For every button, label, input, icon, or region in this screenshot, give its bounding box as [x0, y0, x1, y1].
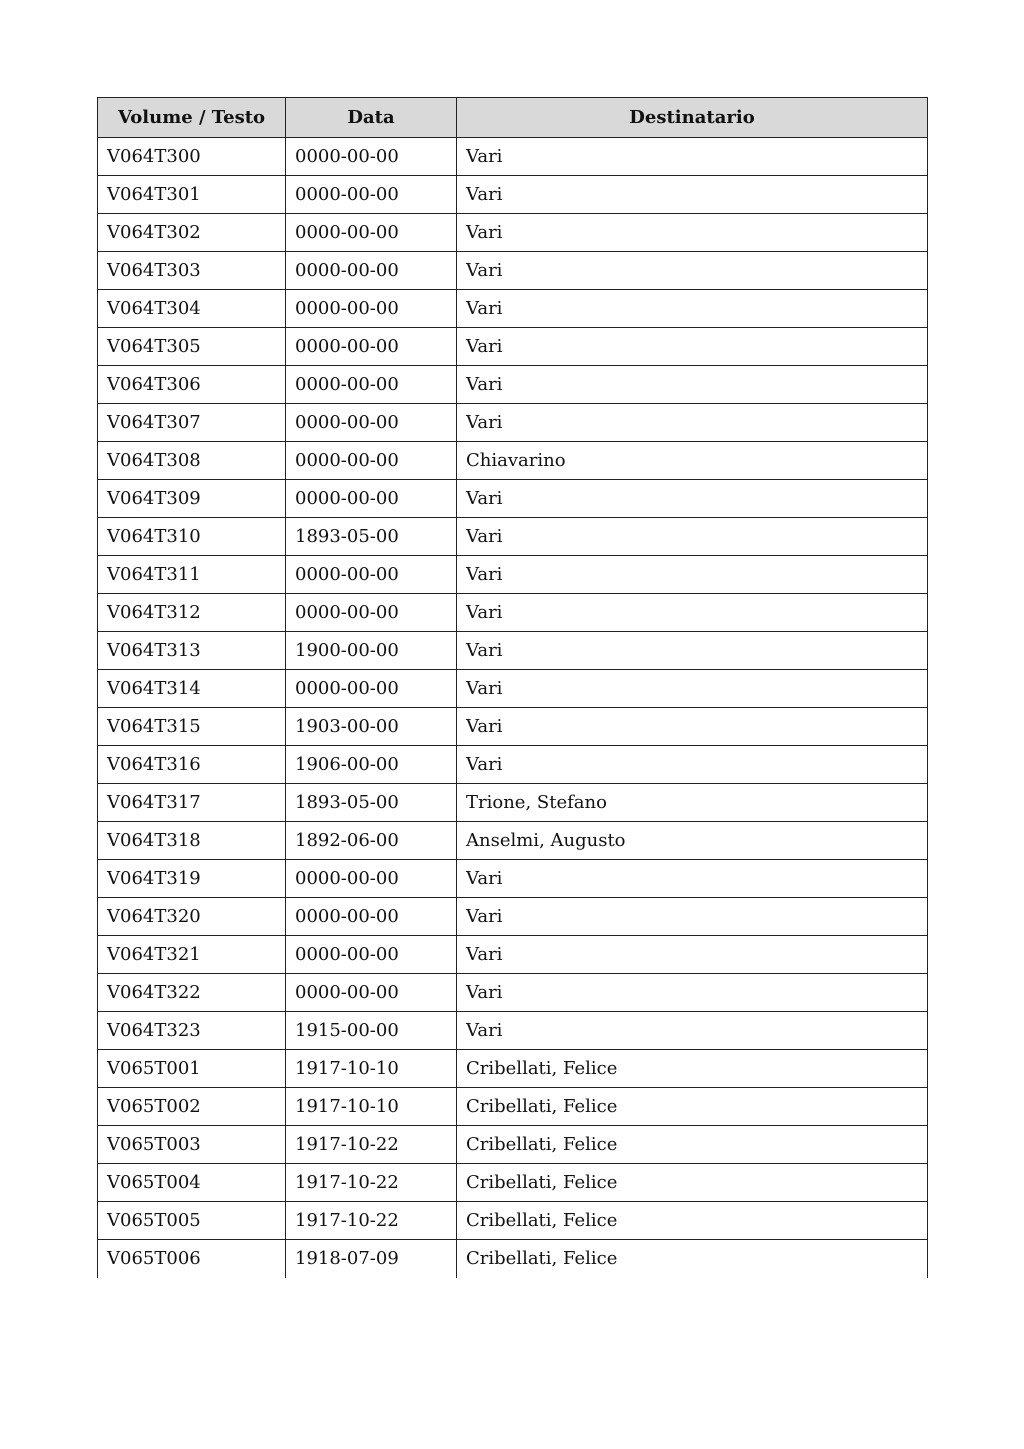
table-row	[98, 1088, 928, 1126]
cell-data: 0000-00-00	[286, 974, 457, 1012]
cell-volume-testo: V064T313	[98, 632, 286, 670]
cell-destinatario: Vari	[457, 328, 928, 366]
cell-destinatario: Cribellati, Felice	[457, 1164, 928, 1202]
cell-data: 1915-00-00	[286, 1012, 457, 1050]
cell-volume-testo: V064T308	[98, 442, 286, 480]
table-row	[98, 670, 928, 708]
cell-data: 0000-00-00	[286, 898, 457, 936]
cell-volume-testo: V064T312	[98, 594, 286, 632]
header-row	[98, 98, 928, 138]
cell-destinatario: Vari	[457, 138, 928, 176]
cell-volume-testo: V064T318	[98, 822, 286, 860]
cell-data: 1906-00-00	[286, 746, 457, 784]
cell-volume-testo: V064T307	[98, 404, 286, 442]
cell-volume-testo: V064T320	[98, 898, 286, 936]
table-row	[98, 290, 928, 328]
column-header-destinatario: Destinatario	[457, 98, 928, 138]
cell-destinatario: Vari	[457, 708, 928, 746]
cell-volume-testo: V064T310	[98, 518, 286, 556]
cell-destinatario: Vari	[457, 974, 928, 1012]
table-row	[98, 594, 928, 632]
cell-volume-testo: V065T002	[98, 1088, 286, 1126]
cell-destinatario: Vari	[457, 1012, 928, 1050]
cell-destinatario: Cribellati, Felice	[457, 1202, 928, 1240]
cell-destinatario: Cribellati, Felice	[457, 1050, 928, 1088]
cell-volume-testo: V064T315	[98, 708, 286, 746]
column-header-data: Data	[286, 98, 457, 138]
table-row	[98, 404, 928, 442]
cell-data: 0000-00-00	[286, 328, 457, 366]
cell-volume-testo: V064T304	[98, 290, 286, 328]
cell-volume-testo: V065T004	[98, 1164, 286, 1202]
cell-volume-testo: V065T005	[98, 1202, 286, 1240]
cell-data: 0000-00-00	[286, 936, 457, 974]
cell-destinatario: Chiavarino	[457, 442, 928, 480]
cell-destinatario: Vari	[457, 746, 928, 784]
cell-volume-testo: V064T302	[98, 214, 286, 252]
cell-destinatario: Trione, Stefano	[457, 784, 928, 822]
cell-data: 1917-10-10	[286, 1088, 457, 1126]
table-row	[98, 1164, 928, 1202]
cell-destinatario: Vari	[457, 366, 928, 404]
cell-destinatario: Vari	[457, 594, 928, 632]
table-row	[98, 1202, 928, 1240]
cell-volume-testo: V064T323	[98, 1012, 286, 1050]
cell-volume-testo: V064T306	[98, 366, 286, 404]
table-row	[98, 784, 928, 822]
table-row	[98, 1012, 928, 1050]
cell-data: 1917-10-22	[286, 1126, 457, 1164]
cell-destinatario: Vari	[457, 480, 928, 518]
cell-volume-testo: V064T317	[98, 784, 286, 822]
cell-data: 0000-00-00	[286, 404, 457, 442]
cell-destinatario: Vari	[457, 860, 928, 898]
cell-volume-testo: V064T301	[98, 176, 286, 214]
cell-destinatario: Vari	[457, 936, 928, 974]
table-row	[98, 1126, 928, 1164]
table-row	[98, 860, 928, 898]
cell-data: 0000-00-00	[286, 442, 457, 480]
cell-destinatario: Vari	[457, 518, 928, 556]
cell-data: 1900-00-00	[286, 632, 457, 670]
cell-destinatario: Vari	[457, 176, 928, 214]
table-header	[98, 98, 928, 138]
cell-destinatario: Cribellati, Felice	[457, 1126, 928, 1164]
cell-destinatario: Anselmi, Augusto	[457, 822, 928, 860]
cell-data: 0000-00-00	[286, 138, 457, 176]
table-row	[98, 822, 928, 860]
cell-volume-testo: V065T003	[98, 1126, 286, 1164]
table-row	[98, 252, 928, 290]
cell-data: 0000-00-00	[286, 480, 457, 518]
cell-volume-testo: V064T316	[98, 746, 286, 784]
table-row	[98, 328, 928, 366]
cell-data: 0000-00-00	[286, 252, 457, 290]
cell-data: 1917-10-22	[286, 1202, 457, 1240]
table-row	[98, 442, 928, 480]
table-row	[98, 214, 928, 252]
register-table	[97, 97, 928, 1278]
cell-data: 1917-10-10	[286, 1050, 457, 1088]
cell-volume-testo: V065T001	[98, 1050, 286, 1088]
cell-volume-testo: V064T321	[98, 936, 286, 974]
cell-data: 0000-00-00	[286, 176, 457, 214]
table-row	[98, 366, 928, 404]
cell-volume-testo: V064T311	[98, 556, 286, 594]
cell-destinatario: Cribellati, Felice	[457, 1240, 928, 1278]
cell-destinatario: Vari	[457, 556, 928, 594]
table-body	[98, 138, 928, 1278]
table-row	[98, 176, 928, 214]
table-row	[98, 1050, 928, 1088]
cell-data: 0000-00-00	[286, 290, 457, 328]
cell-data: 1892-06-00	[286, 822, 457, 860]
table-row	[98, 632, 928, 670]
table-row	[98, 518, 928, 556]
cell-data: 1893-05-00	[286, 518, 457, 556]
cell-data: 1903-00-00	[286, 708, 457, 746]
table-row	[98, 556, 928, 594]
cell-destinatario: Cribellati, Felice	[457, 1088, 928, 1126]
table-row	[98, 898, 928, 936]
cell-volume-testo: V064T319	[98, 860, 286, 898]
cell-data: 1917-10-22	[286, 1164, 457, 1202]
table-row	[98, 746, 928, 784]
cell-destinatario: Vari	[457, 290, 928, 328]
cell-data: 0000-00-00	[286, 556, 457, 594]
cell-destinatario: Vari	[457, 670, 928, 708]
table-row	[98, 480, 928, 518]
cell-data: 0000-00-00	[286, 670, 457, 708]
cell-volume-testo: V064T303	[98, 252, 286, 290]
table-row	[98, 138, 928, 176]
cell-volume-testo: V064T305	[98, 328, 286, 366]
cell-data: 0000-00-00	[286, 214, 457, 252]
cell-data: 0000-00-00	[286, 594, 457, 632]
table-row	[98, 708, 928, 746]
cell-destinatario: Vari	[457, 632, 928, 670]
cell-destinatario: Vari	[457, 252, 928, 290]
cell-destinatario: Vari	[457, 404, 928, 442]
cell-volume-testo: V065T006	[98, 1240, 286, 1278]
cell-destinatario: Vari	[457, 898, 928, 936]
cell-volume-testo: V064T322	[98, 974, 286, 1012]
table-row	[98, 1240, 928, 1278]
table-row	[98, 936, 928, 974]
cell-data: 1918-07-09	[286, 1240, 457, 1278]
cell-volume-testo: V064T309	[98, 480, 286, 518]
column-header-volume-testo: Volume / Testo	[98, 98, 286, 138]
table-row	[98, 974, 928, 1012]
cell-data: 0000-00-00	[286, 366, 457, 404]
cell-data: 0000-00-00	[286, 860, 457, 898]
cell-volume-testo: V064T300	[98, 138, 286, 176]
cell-destinatario: Vari	[457, 214, 928, 252]
cell-volume-testo: V064T314	[98, 670, 286, 708]
cell-data: 1893-05-00	[286, 784, 457, 822]
